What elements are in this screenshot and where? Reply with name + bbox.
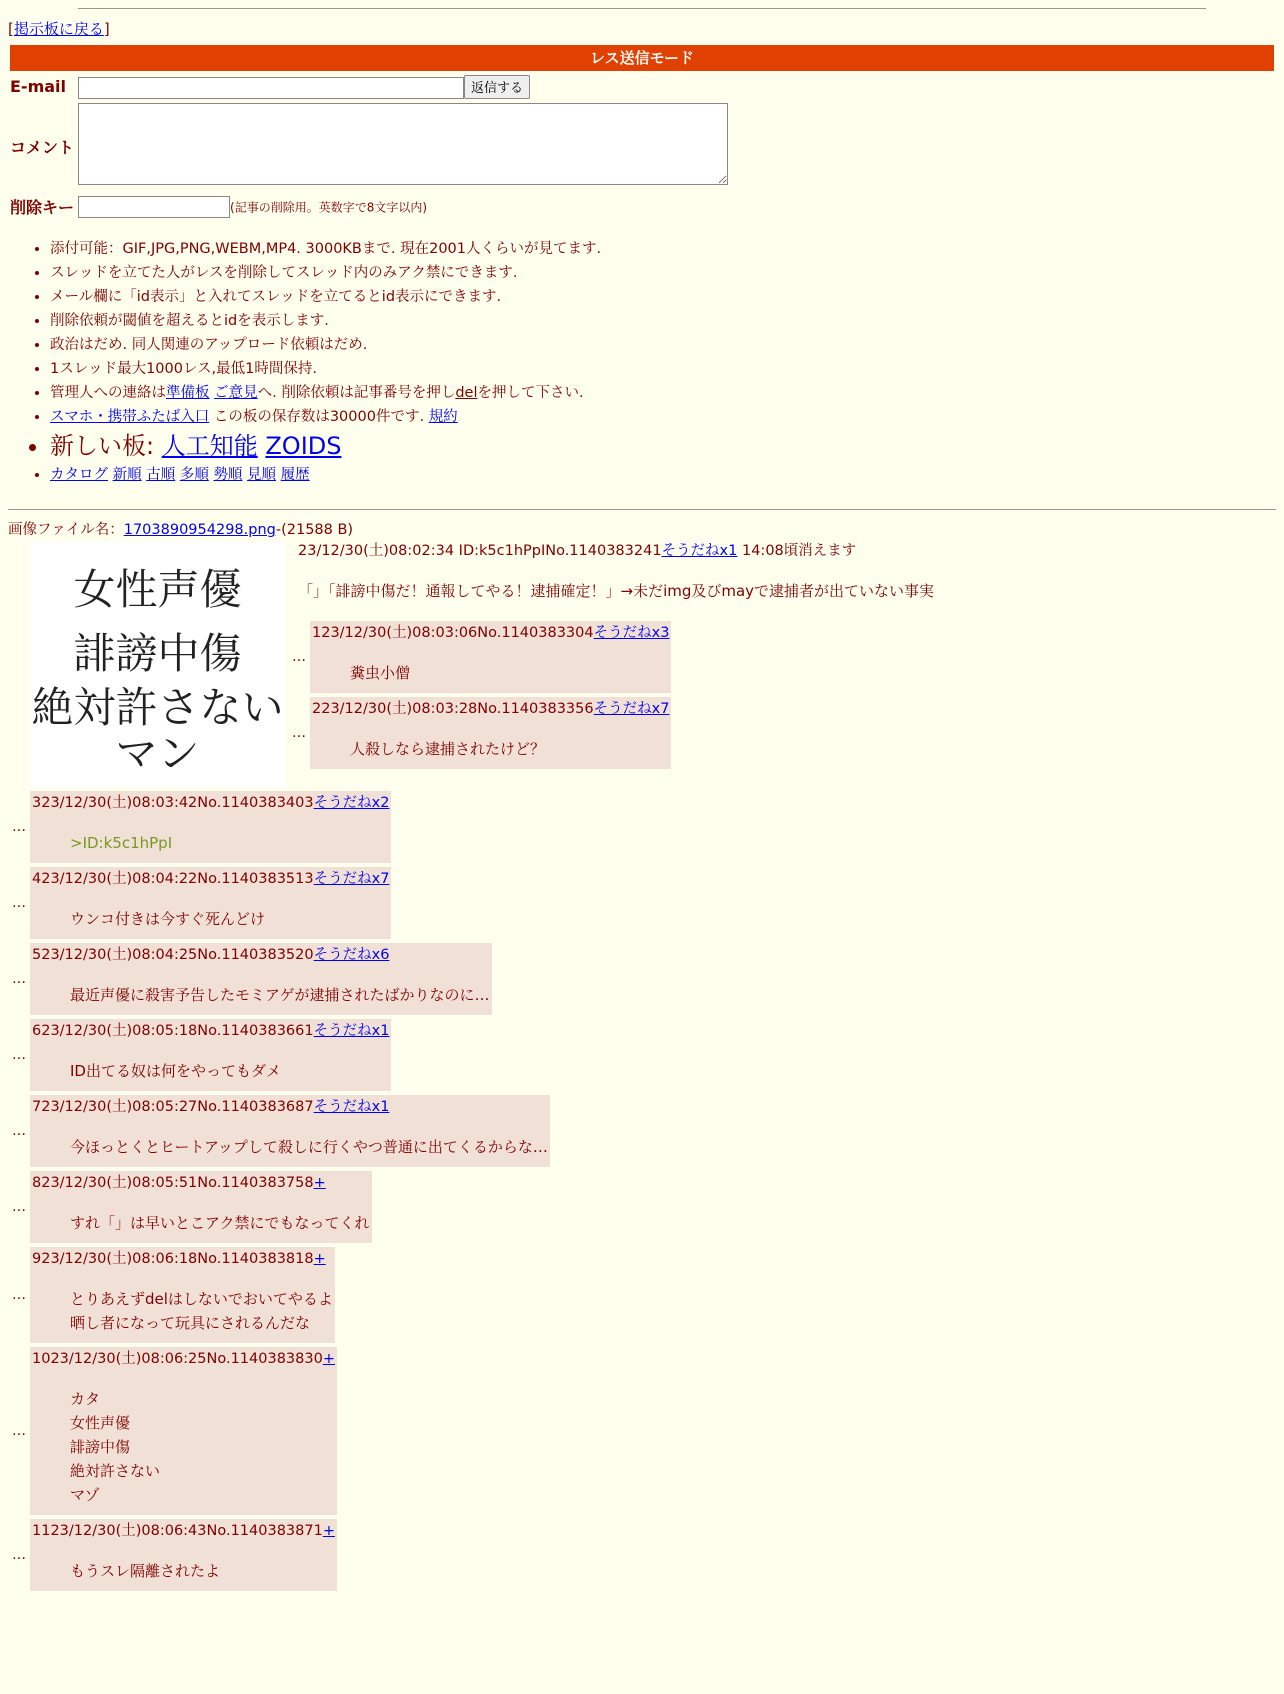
op-side-replies <box>292 621 1276 769</box>
reply-line: 今ほっとくとヒートアップして殺しに行くやつ普通に出てくるからな… <box>70 1137 548 1156</box>
delete-key-label: 削除キー <box>10 197 75 217</box>
reply-dots: … <box>292 648 306 665</box>
reply-header-text: 923/12/30(土)08:06:18No.1140383818 <box>32 1250 314 1267</box>
reply-dots: … <box>12 1198 26 1215</box>
reply-row <box>8 791 1276 863</box>
op-image-link[interactable]: 1703890954298.png <box>123 521 276 538</box>
new-boards-item <box>50 429 1276 463</box>
reply-body <box>70 983 490 1007</box>
history-link[interactable]: 履歴 <box>280 466 310 483</box>
reply-line: 最近声優に殺害予告したモミアゲが逮捕されたばかりなのに… <box>70 985 490 1004</box>
reply-post <box>30 791 391 863</box>
reply-form <box>8 73 730 221</box>
comment-label: コメント <box>10 137 75 157</box>
sort-views-link[interactable]: 見順 <box>247 466 277 483</box>
reply-line: 女性声優 <box>70 1413 131 1432</box>
thumb-line: 女性声優 <box>73 564 242 614</box>
reply-row <box>8 867 1276 939</box>
soudane-link[interactable]: そうだねx7 <box>313 870 390 887</box>
sort-new-link[interactable]: 新順 <box>112 466 142 483</box>
rule-item: • 添付可能：GIF,JPG,PNG,WEBM,MP4. 3000KBまで. 現在2001人くらいが見てます. <box>50 237 1276 261</box>
reply-body <box>70 1287 333 1335</box>
thumb-line: 誹謗中傷 <box>73 628 242 678</box>
bracket-open: [ <box>8 20 14 38</box>
rule-item-mobile <box>50 405 1276 429</box>
reply-body <box>70 1387 335 1507</box>
reply-header <box>32 1521 335 1543</box>
reply-post <box>30 1095 550 1167</box>
terms-link[interactable]: 規約 <box>428 408 458 425</box>
thumb-line: 絶対許さない <box>31 682 284 732</box>
reply-header-text: 123/12/30(土)08:03:06No.1140383304 <box>312 624 594 641</box>
file-size: -(21588 B) <box>275 521 354 538</box>
rule-item-contact <box>50 381 1276 405</box>
reply-body <box>70 1135 548 1159</box>
reply-header <box>32 945 490 967</box>
soudane-link[interactable]: そうだねx1 <box>313 1022 390 1039</box>
reply-post <box>30 1519 337 1591</box>
reply-line: ウンコ付きは今すぐ死んどけ <box>70 909 266 928</box>
soudane-link[interactable]: そうだねx3 <box>593 624 670 641</box>
reply-row <box>8 1019 1276 1091</box>
op-header <box>298 541 1276 563</box>
soudane-link[interactable]: + <box>313 1250 326 1267</box>
reply-row <box>8 1095 1276 1167</box>
op-thumbnail[interactable] <box>30 541 285 787</box>
soudane-link[interactable]: + <box>313 1174 326 1191</box>
reply-row <box>8 1171 1276 1243</box>
page <box>0 8 1284 1591</box>
sort-old-link[interactable]: 古順 <box>146 466 176 483</box>
reply-list <box>8 791 1276 1591</box>
reply-dots: … <box>12 1286 26 1303</box>
mobile-entrance-link[interactable]: スマホ・携帯ふたば入口 <box>50 408 210 425</box>
reply-dots: … <box>12 1046 26 1063</box>
reply-header-text: 823/12/30(土)08:05:51No.1140383758 <box>32 1174 314 1191</box>
op-post <box>8 541 1276 787</box>
top-divider <box>78 8 1206 9</box>
op-body: 「」「誹謗中傷だ！通報してやる！逮捕確定！」→未だimg及びmayで逮捕者が出ていない事実 <box>298 581 935 600</box>
reply-header <box>32 1249 333 1271</box>
reply-line: とりあえずdelはしないでおいてやるよ <box>70 1289 333 1308</box>
reply-header-text: 1123/12/30(土)08:06:43No.1140383871 <box>32 1522 323 1539</box>
rule-item: • 削除依頼が閾値を超えるとidを表示します. <box>50 309 1276 333</box>
bracket-close: ] <box>103 20 110 38</box>
reply-row <box>8 1519 1276 1591</box>
reply-post <box>30 1019 391 1091</box>
reply-header <box>32 1097 548 1119</box>
reply-dots: … <box>12 1546 26 1563</box>
reply-post <box>30 1171 372 1243</box>
op-soudane-link[interactable]: そうだねx1 <box>661 542 738 559</box>
reply-post <box>310 621 671 693</box>
reply-line: 糞虫小僧 <box>350 663 411 682</box>
op-expire-text: 14:08頃消えます <box>737 542 857 559</box>
back-nav <box>8 19 1276 41</box>
reply-header <box>312 623 669 645</box>
reply-header-text: 423/12/30(土)08:04:22No.1140383513 <box>32 870 314 887</box>
reply-body <box>70 831 389 855</box>
new-board-link-zoids[interactable]: ZOIDS <box>265 431 342 460</box>
reply-line: マゾ <box>70 1485 100 1504</box>
rule-item: • スレッドを立てた人がレスを削除してスレッド内のみアク禁にできます. <box>50 261 1276 285</box>
sort-momentum-link[interactable]: 勢順 <box>213 466 243 483</box>
rule-text: 管理人への連絡は <box>50 384 166 401</box>
reply-dots: … <box>12 1422 26 1439</box>
reply-dots: … <box>292 724 306 741</box>
reply-dots: … <box>12 818 26 835</box>
new-board-link-ai[interactable]: 人工知能 <box>161 431 258 460</box>
reply-header-text: 1023/12/30(土)08:06:25No.1140383830 <box>32 1350 323 1367</box>
reply-body <box>70 1211 370 1235</box>
reply-dots: … <box>12 970 26 987</box>
rule-text: へ. 削除依頼は記事番号を押し <box>257 384 456 401</box>
reply-line: もうスレ隔離されたよ <box>70 1561 221 1580</box>
op-header-text: 23/12/30(土)08:02:34 ID:k5c1hPpINo.1140383241 <box>298 542 662 559</box>
reply-body <box>350 661 669 685</box>
soudane-link[interactable]: + <box>322 1522 335 1539</box>
reply-header-text: 323/12/30(土)08:03:42No.1140383403 <box>32 794 314 811</box>
board-rules-list <box>8 237 1276 487</box>
reply-row <box>288 621 1276 693</box>
reply-header <box>32 1021 389 1043</box>
comment-textarea[interactable] <box>78 103 728 185</box>
op-file-line <box>8 520 1276 541</box>
rule-item: • 1スレッド最大1000レス,最低1時間保持. <box>50 357 1276 381</box>
reply-line: 晒し者になって玩具にされるんだな <box>70 1313 311 1332</box>
reply-header-text: 523/12/30(土)08:04:25No.1140383520 <box>32 946 314 963</box>
reply-row <box>288 697 1276 769</box>
reply-post <box>310 697 671 769</box>
reply-body <box>70 1559 335 1583</box>
reply-header-text: 223/12/30(土)08:03:28No.1140383356 <box>312 700 594 717</box>
reply-header <box>32 869 389 891</box>
reply-line: すれ「」は早いとこアク禁にでもなってくれ <box>70 1213 370 1232</box>
op-main <box>292 541 1276 769</box>
reply-header <box>32 1349 335 1371</box>
reply-dots: … <box>12 1122 26 1139</box>
reply-line: >ID:k5c1hPpI <box>70 833 173 852</box>
submit-reply-button[interactable]: 返信する <box>464 75 530 99</box>
back-to-board-link[interactable]: 掲示板に戻る <box>13 20 104 38</box>
reply-row <box>8 943 1276 1015</box>
reply-header-text: 723/12/30(土)08:05:27No.1140383687 <box>32 1098 314 1115</box>
feedback-link[interactable]: ご意見 <box>214 384 258 401</box>
delete-key-field[interactable] <box>78 196 230 218</box>
sort-many-link[interactable]: 多順 <box>179 466 209 483</box>
reply-line: ID出てる奴は何をやってもダメ <box>70 1061 281 1080</box>
reply-header-text: 623/12/30(土)08:05:18No.1140383661 <box>32 1022 314 1039</box>
reply-line: 誹謗中傷 <box>70 1437 131 1456</box>
delete-key-note: (記事の削除用。英数字で8文字以内) <box>230 200 428 215</box>
prep-board-link[interactable]: 準備板 <box>166 384 210 401</box>
reply-body <box>350 737 669 761</box>
reply-row <box>8 1247 1276 1343</box>
reply-row <box>8 1347 1276 1515</box>
file-label: 画像ファイル名： <box>8 521 124 538</box>
reply-header <box>312 699 669 721</box>
rule-text: を押して下さい. <box>477 384 584 401</box>
sort-links-item <box>50 463 1276 487</box>
email-label: E-mail <box>10 77 67 97</box>
rule-item: • 政治はだめ. 同人関連のアップロード依頼はだめ. <box>50 333 1276 357</box>
reply-line: 人殺しなら逮捕されたけど？ <box>350 739 546 758</box>
soudane-link[interactable]: そうだねx1 <box>313 1098 390 1115</box>
catalog-link[interactable]: カタログ <box>50 466 108 483</box>
reply-body <box>70 1059 389 1083</box>
reply-post <box>30 1347 337 1515</box>
reply-line: カタ <box>70 1389 101 1408</box>
reply-line: 絶対許さない <box>70 1461 161 1480</box>
reply-post <box>30 1247 335 1343</box>
soudane-link[interactable]: そうだねx2 <box>313 794 390 811</box>
reply-post <box>30 943 492 1015</box>
thread-divider <box>8 509 1276 510</box>
reply-header <box>32 1173 370 1195</box>
thumb-line: マン <box>115 728 200 778</box>
reply-body <box>70 907 389 931</box>
reply-post <box>30 867 391 939</box>
new-boards-label: 新しい板: <box>50 431 162 460</box>
email-field[interactable] <box>78 77 464 99</box>
rule-text: この板の保存数は30000件です. <box>209 408 425 425</box>
reply-dots: … <box>12 894 26 911</box>
soudane-link[interactable]: + <box>322 1350 335 1367</box>
rule-item: • メール欄に「id表示」と入れてスレッドを立てるとid表示にできます. <box>50 285 1276 309</box>
soudane-link[interactable]: そうだねx6 <box>313 946 390 963</box>
soudane-link[interactable]: そうだねx7 <box>593 700 670 717</box>
del-text: del <box>455 384 478 401</box>
reply-mode-bar: レス送信モード <box>10 45 1274 71</box>
reply-header <box>32 793 389 815</box>
